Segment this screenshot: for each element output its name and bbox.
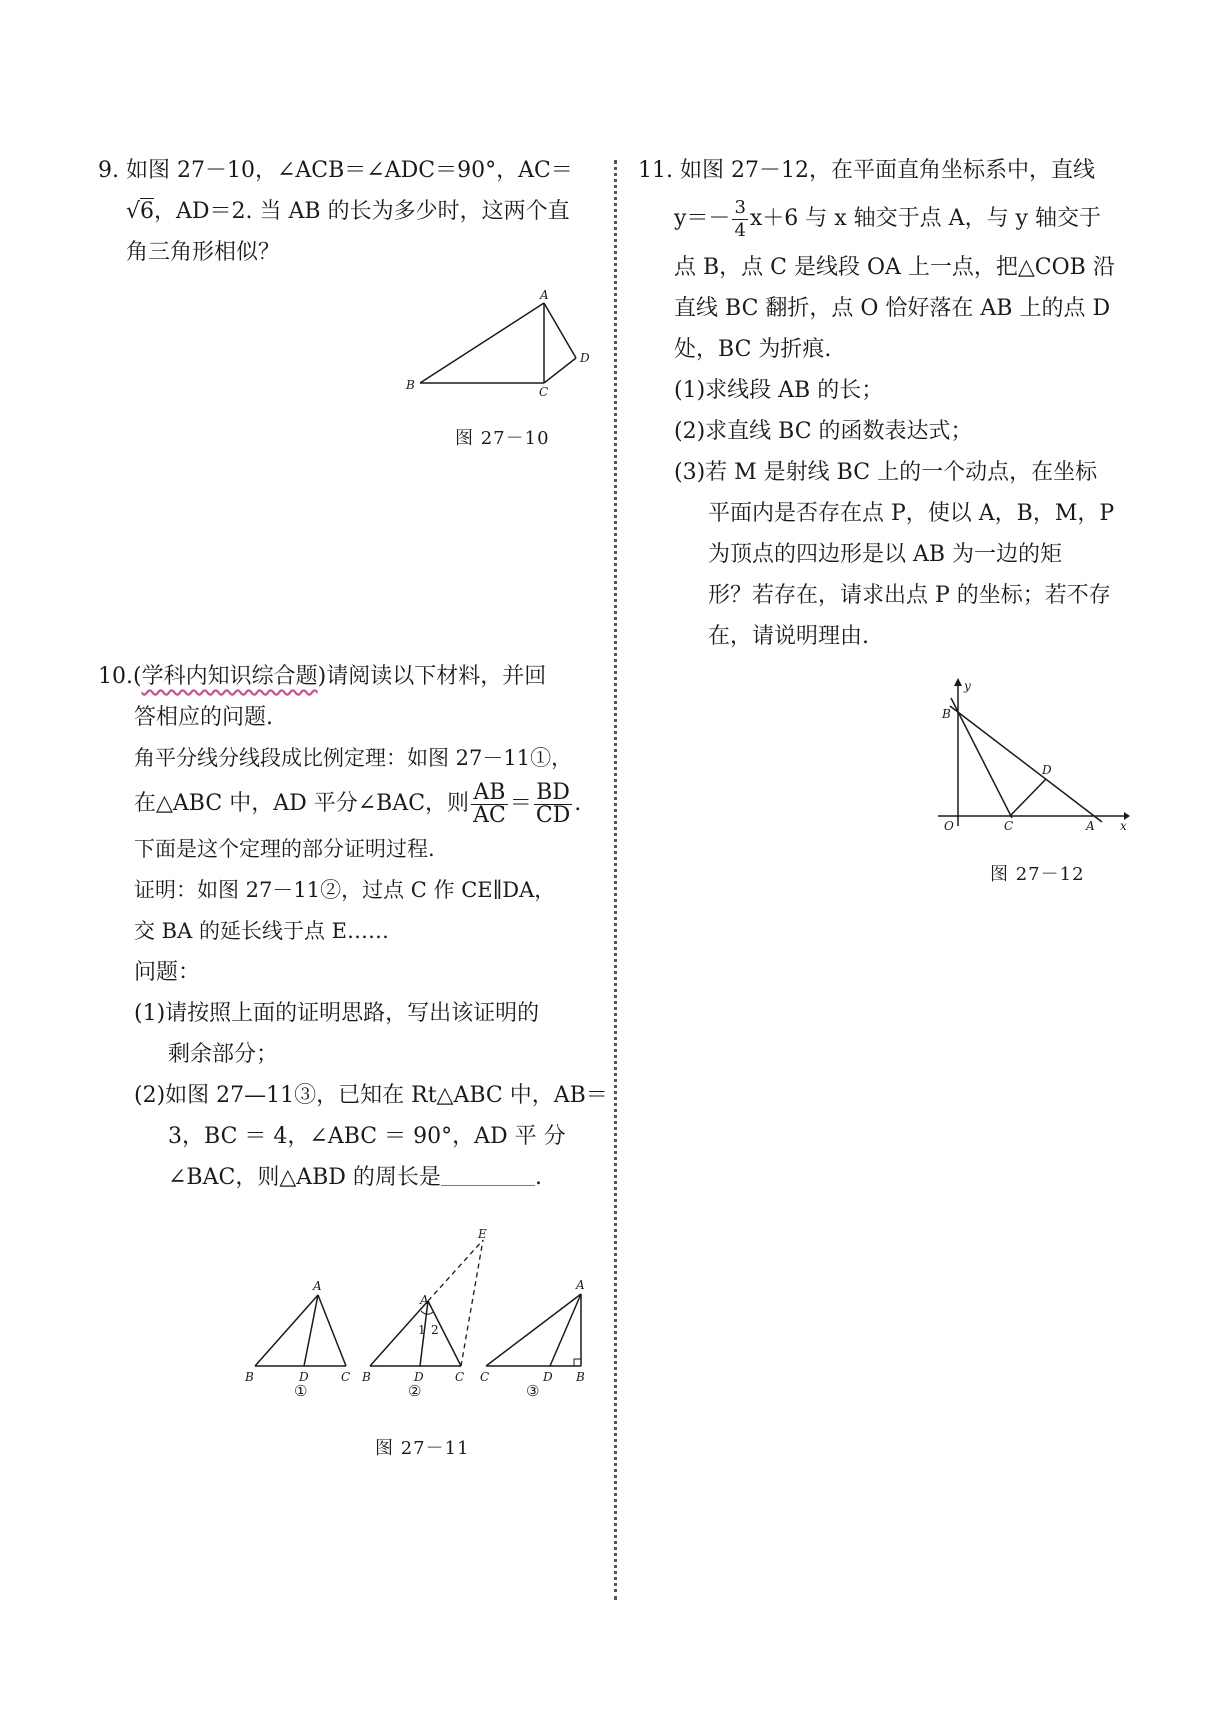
sqrt-sign: √	[126, 199, 141, 224]
q9-line-3: 角三角形相似？	[126, 240, 281, 265]
left-column	[98, 150, 598, 273]
figure-27-10	[404, 284, 604, 404]
figure-27-12	[930, 676, 1130, 836]
fig12-label-d: D	[1042, 763, 1052, 777]
q11-line-4: 直线 BC 翻折，点 O 恰好落在 AB 上的点 D	[674, 296, 1111, 321]
fig11-2-angle-1: 1	[418, 1323, 426, 1337]
fraction-ab-ac	[471, 779, 508, 828]
q11-line-1: 11. 如图 27－12，在平面直角坐标系中，直线	[638, 158, 1095, 183]
q10-line-1	[98, 656, 598, 697]
q10-material-1: 角平分线分线段成比例定理：如图 27－11①，	[134, 746, 573, 770]
q11-line-2-rest: x＋6 与 x 轴交于点 A，与 y 轴交于	[749, 206, 1101, 231]
fig10-label-b: B	[406, 378, 415, 392]
fig12-label-x: x	[1120, 819, 1127, 833]
q10-proof-1: 证明：如图 27－11②，过点 C 作 CE∥DA，	[134, 878, 556, 902]
q11-sub3-line-2: 平面内是否存在点 P，使以 A，B，M，P	[708, 501, 1115, 526]
fig11-2-label-b: B	[362, 1370, 371, 1384]
figure-27-11-1	[244, 1279, 350, 1398]
fraction-3-4	[732, 197, 747, 242]
fig11-2-label-d: D	[414, 1370, 424, 1384]
q10-tag-close: )	[317, 664, 327, 689]
fig11-2-angle-2: 2	[431, 1323, 439, 1337]
q11-line-5: 处，BC 为折痕.	[674, 337, 832, 362]
fig10-label-c: C	[539, 385, 549, 399]
q11-line-2-pre: y＝－	[674, 206, 731, 231]
q11-sub3-line-5: 在，请说明理由.	[708, 624, 869, 649]
fig12-label-a: A	[1086, 819, 1095, 833]
q11-sub2: (2)求直线 BC 的函数表达式；	[674, 419, 973, 444]
frac-ac: AC	[473, 802, 506, 828]
equals-sign: ＝	[509, 791, 532, 816]
q10-line-2: 答相应的问题.	[134, 705, 273, 730]
figure-27-11	[240, 1228, 620, 1398]
q10-sub2-line-2: 3，BC ＝ 4，∠ABC ＝ 90°，AD 平 分	[168, 1124, 566, 1149]
q10-proof-2: 交 BA 的延长线于点 E……	[134, 919, 389, 943]
fig12-label-y: y	[964, 679, 971, 693]
fig11-3-label-b: B	[576, 1370, 585, 1384]
frac-bd: BD	[534, 782, 572, 805]
q10-material-2-end: .	[574, 791, 582, 816]
fig11-3-number: ③	[526, 1382, 540, 1398]
column-divider	[614, 160, 617, 1600]
sqrt-value: 6	[140, 199, 155, 224]
q10-sub2-line-3-end: .	[534, 1165, 542, 1190]
fig11-2-label-e: E	[478, 1228, 487, 1241]
frac-4: 4	[734, 219, 746, 241]
fig11-1-number: ①	[294, 1382, 308, 1398]
q11-line-2	[638, 191, 1136, 247]
q10-tag-open: (	[133, 664, 142, 689]
fig11-3-label-d: D	[543, 1370, 553, 1384]
frac-cd: CD	[535, 802, 571, 828]
question-11	[638, 150, 1136, 657]
fig10-label-a: A	[540, 288, 549, 302]
figure-27-12-caption: 图 27－12	[990, 864, 1085, 885]
frac-ab: AB	[471, 782, 508, 805]
fig11-3-label-c: C	[480, 1370, 490, 1384]
q10-sub1-line-2: 剩余部分；	[168, 1042, 279, 1067]
q11-sub3-line-1: (3)若 M 是射线 BC 上的一个动点，在坐标	[674, 460, 1098, 485]
figure-27-11-caption: 图 27－11	[375, 1438, 470, 1459]
fig11-1-label-d: D	[299, 1370, 309, 1384]
figure-27-11-3	[480, 1278, 585, 1398]
frac-3: 3	[734, 196, 746, 218]
question-10	[98, 656, 608, 1198]
q10-material-2	[98, 779, 598, 829]
q9-line-2	[98, 191, 598, 232]
fig11-2-number: ②	[408, 1382, 422, 1398]
q11-sub3-line-4: 形？若存在，请求出点 P 的坐标；若不存	[708, 583, 1111, 608]
answer-blank[interactable]	[441, 1163, 535, 1186]
q10-question-label: 问题：	[134, 960, 201, 985]
fig12-label-o: O	[944, 819, 954, 833]
q10-sub2-line-1: (2)如图 27—11③，已知在 Rt△ABC 中，AB＝	[134, 1083, 608, 1108]
q10-sub1-line-1: (1)请按照上面的证明思路，写出该证明的	[134, 1001, 540, 1026]
fig12-label-c: C	[1004, 819, 1014, 833]
figure-27-10-caption: 图 27－10	[455, 428, 550, 449]
q9-line-1: 9. 如图 27－10，∠ACB＝∠ADC＝90°，AC＝	[98, 158, 573, 183]
q10-tag: 学科内知识综合题	[141, 664, 318, 689]
q11-line-3: 点 B，点 C 是线段 OA 上一点，把△COB 沿	[674, 255, 1115, 280]
fraction-bd-cd	[534, 779, 572, 828]
q10-material-2-text: 在△ABC 中，AD 平分∠BAC，则	[134, 791, 470, 816]
q11-sub1: (1)求线段 AB 的长；	[674, 378, 884, 403]
q10-sub2-line-3-text: ∠BAC，则△ABD 的周长是	[168, 1165, 441, 1190]
figure-27-11-2	[361, 1228, 490, 1398]
q11-sub3-line-3: 为顶点的四边形是以 AB 为一边的矩	[708, 542, 1063, 567]
q10-material-3: 下面是这个定理的部分证明过程.	[134, 837, 435, 861]
fig11-2-label-a: A	[420, 1293, 429, 1307]
fig12-label-b: B	[942, 707, 951, 721]
q10-sub2-line-3	[98, 1157, 598, 1198]
q9-line-2-text: ，AD＝2. 当 AB 的长为多少时，这两个直	[154, 199, 570, 224]
fig11-2-label-c: C	[455, 1370, 465, 1384]
fig11-1-label-b: B	[245, 1370, 254, 1384]
q10-line-1-rest: 请阅读以下材料，并回	[326, 664, 547, 689]
fig11-1-label-c: C	[341, 1370, 351, 1384]
fig10-label-d: D	[580, 351, 590, 365]
fig11-3-label-a: A	[576, 1278, 585, 1292]
fig11-1-label-a: A	[313, 1279, 322, 1293]
question-9	[98, 150, 598, 273]
q10-number: 10.	[98, 664, 133, 689]
